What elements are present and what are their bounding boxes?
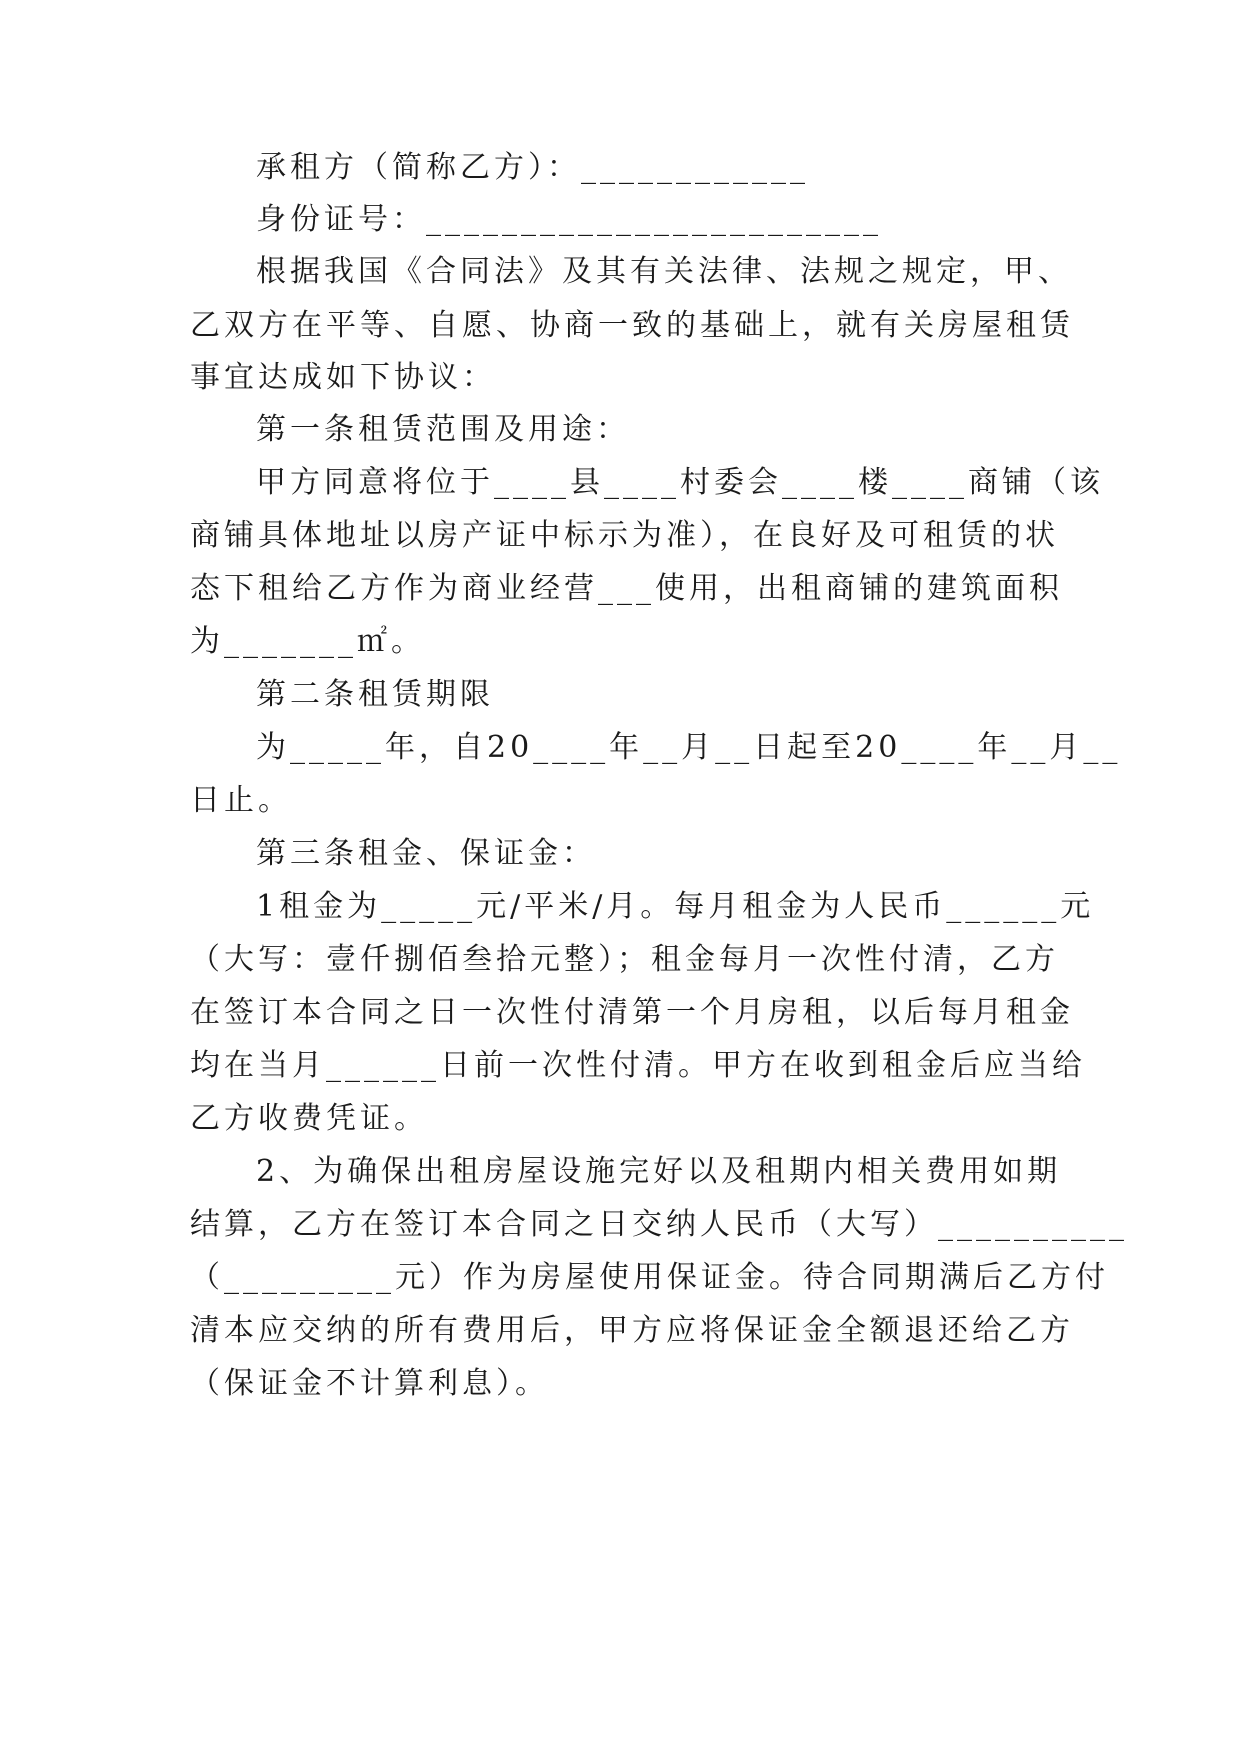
- article-3-heading: 第三条租金、保证金：: [256, 836, 596, 871]
- article-3-clause-1-line-4: 均在当月______日前一次性付清。甲方在收到租金后应当给: [190, 1048, 1086, 1083]
- article-2-heading: 第二条租赁期限: [256, 677, 494, 712]
- article-3-clause-1-line-1: 1租金为_____元/平米/月。每月租金为人民币______元: [256, 889, 1095, 924]
- preamble-line-2: 乙双方在平等、自愿、协商一致的基础上，就有关房屋租赁: [190, 308, 1074, 343]
- article-1-line-4: 为_______㎡。: [190, 624, 425, 659]
- article-2-line-2: 日止。: [190, 783, 292, 818]
- preamble-line-3: 事宜达成如下协议：: [190, 360, 496, 395]
- article-3-clause-1-line-2: （大写：壹仟捌佰叁拾元整）；租金每月一次性付清，乙方: [190, 942, 1059, 977]
- article-3-clause-1-line-3: 在签订本合同之日一次性付清第一个月房租，以后每月租金: [190, 995, 1074, 1030]
- article-3-clause-2-line-2: 结算，乙方在签订本合同之日交纳人民币（大写）__________: [190, 1207, 1128, 1242]
- article-2-line-1: 为_____年，自20____年__月__日起至20____年__月__: [256, 730, 1122, 765]
- article-1-line-2: 商铺具体地址以房产证中标示为准），在良好及可租赁的状: [190, 518, 1059, 553]
- article-1-heading: 第一条租赁范围及用途：: [256, 412, 630, 447]
- article-3-clause-1-line-5: 乙方收费凭证。: [190, 1101, 428, 1136]
- article-3-clause-2-line-1: 2、为确保出租房屋设施完好以及租期内相关费用如期: [256, 1154, 1062, 1189]
- article-3-clause-2-line-3: （_________元）作为房屋使用保证金。待合同期满后乙方付: [190, 1260, 1109, 1295]
- article-1-line-3: 态下租给乙方作为商业经营___使用，出租商铺的建筑面积: [190, 571, 1063, 606]
- id-number-line: 身份证号：________________________: [256, 202, 882, 237]
- article-3-clause-2-line-5: （保证金不计算利息）。: [190, 1366, 549, 1401]
- article-3-clause-2-line-4: 清本应交纳的所有费用后，甲方应将保证金全额退还给乙方: [190, 1313, 1074, 1348]
- preamble-line-1: 根据我国《合同法》及其有关法律、法规之规定，甲、: [256, 254, 1072, 289]
- article-1-line-1: 甲方同意将位于____县____村委会____楼____商铺（该: [256, 465, 1104, 500]
- lessee-name-line: 承租方（简称乙方）：____________: [256, 150, 809, 185]
